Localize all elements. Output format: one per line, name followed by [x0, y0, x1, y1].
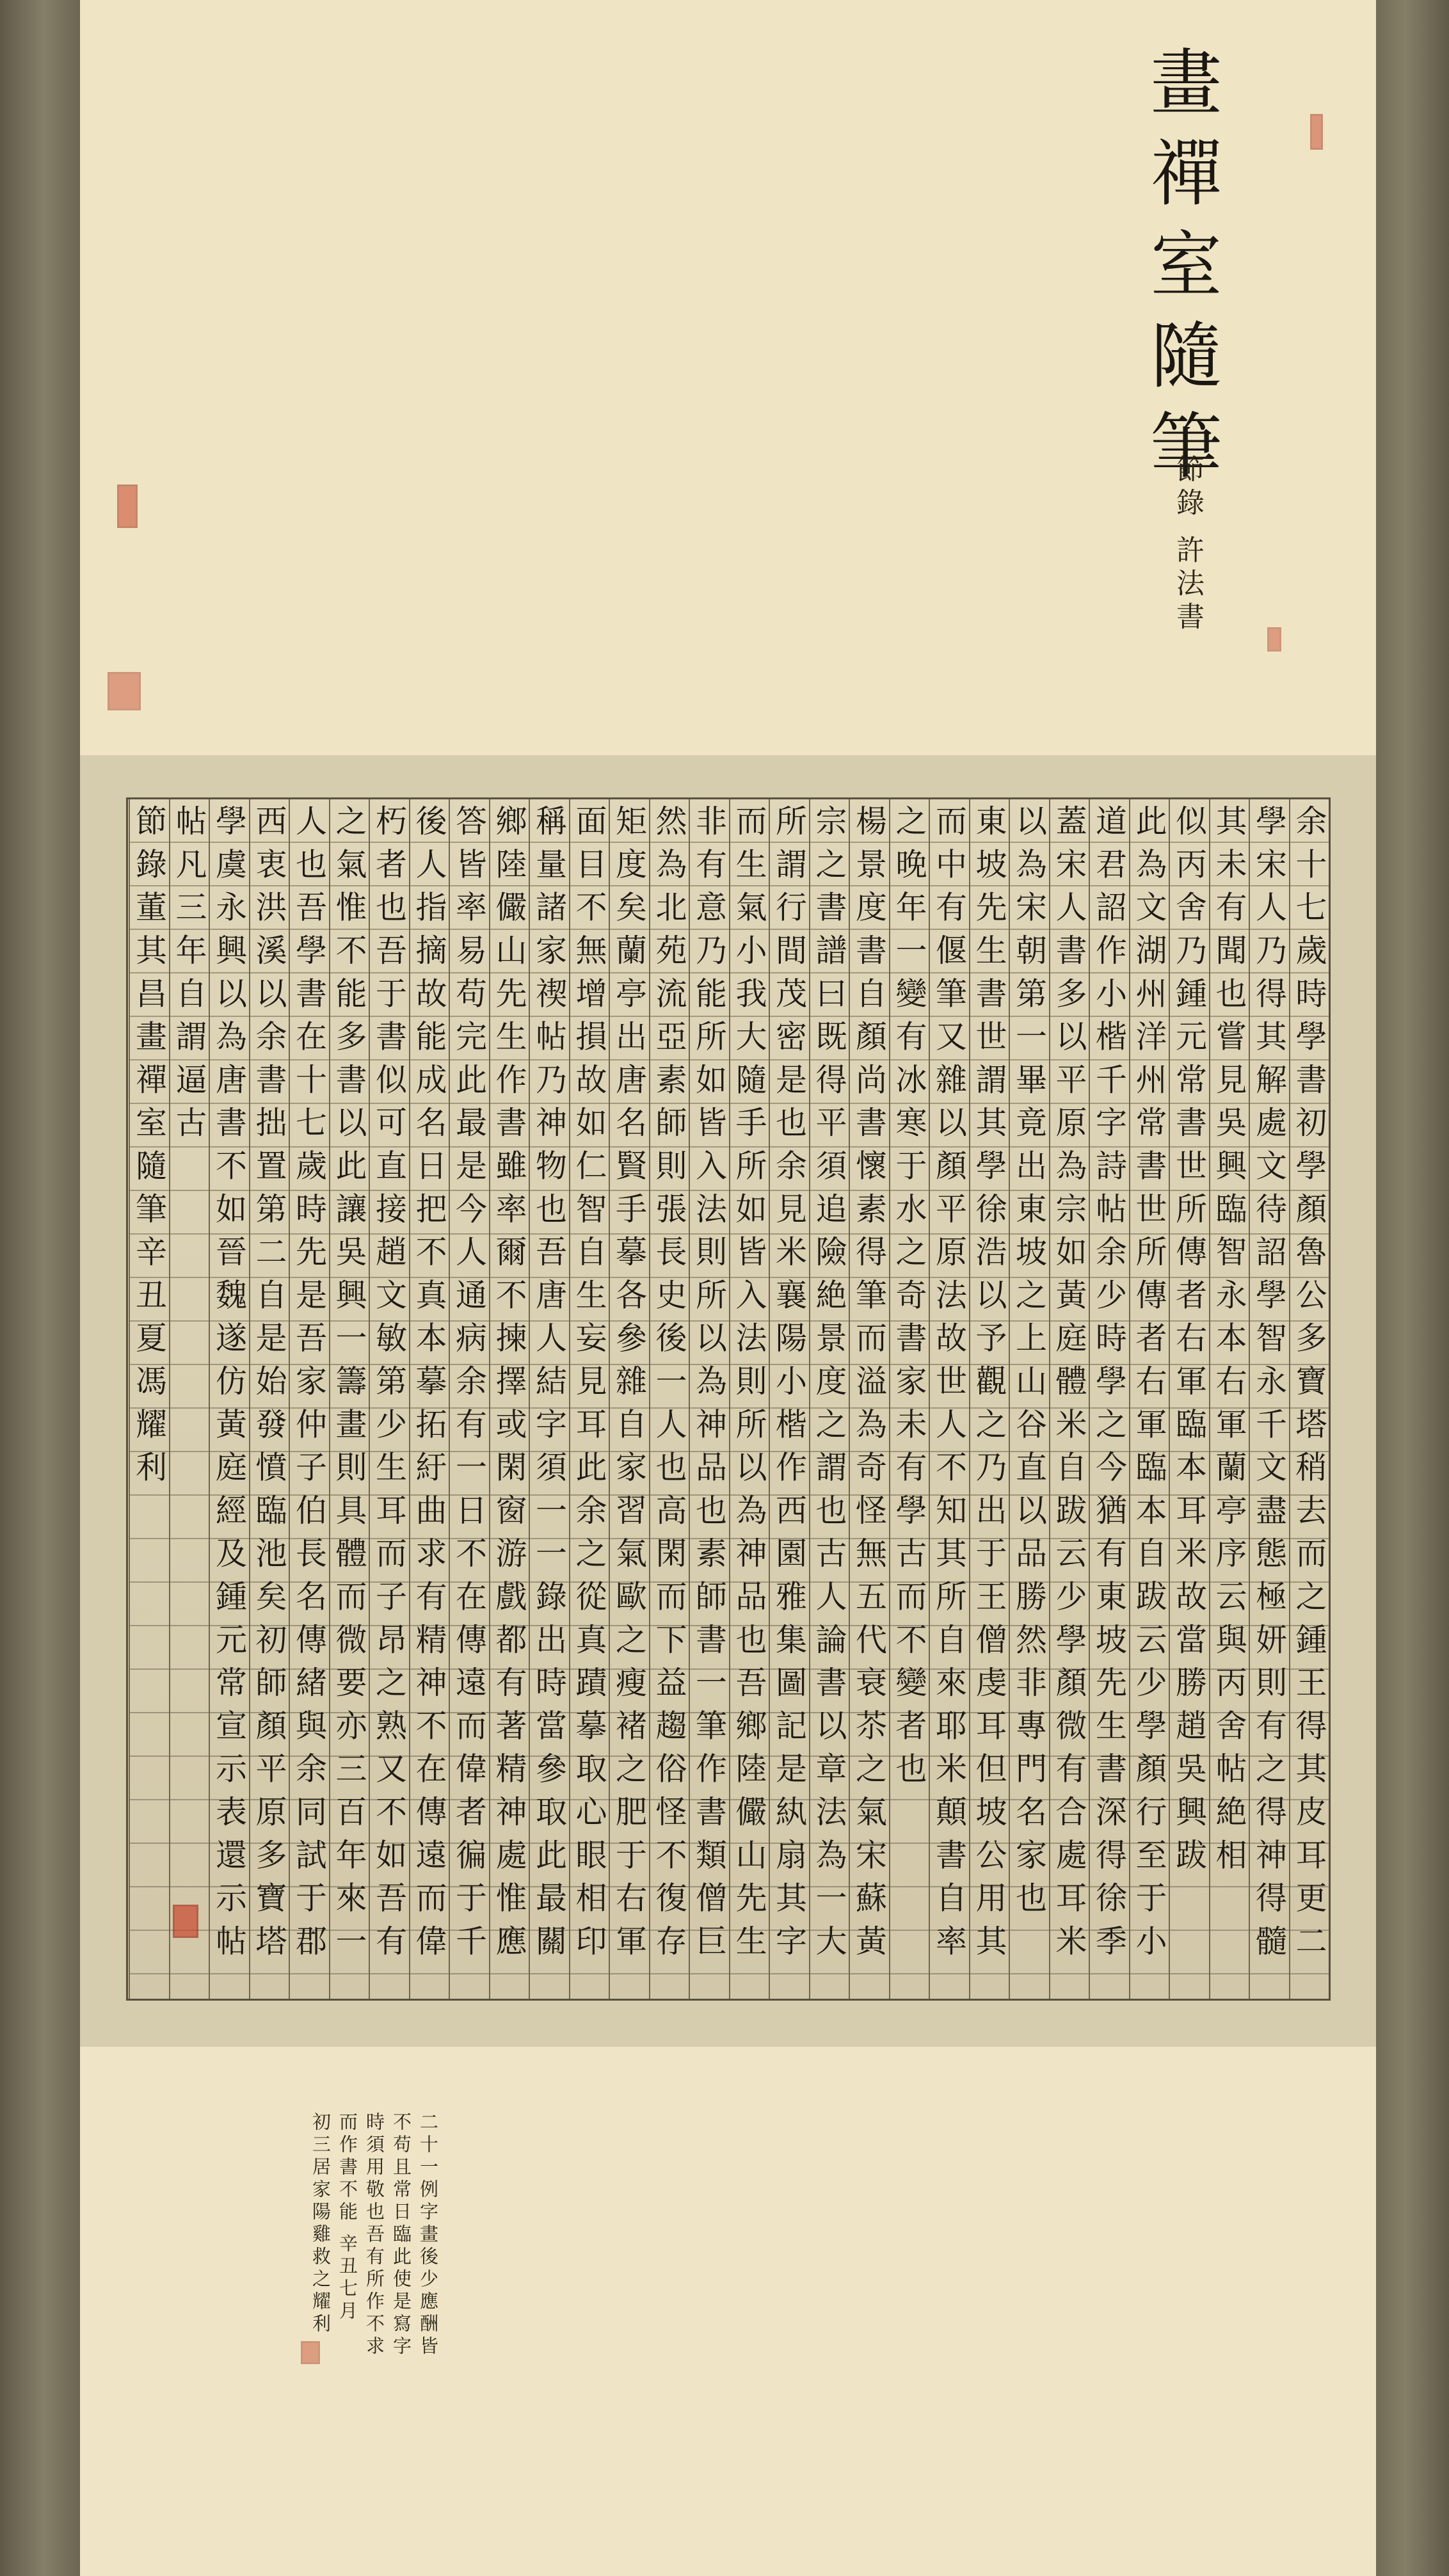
colophon-line: 時須用敬也吾有所作不求 — [364, 2112, 385, 2358]
calligraphy-column: 人也吾學書在十七歲時先是吾家仲子伯長名傳緒與余同試于郡 — [289, 799, 329, 1999]
calligraphy-column: 東坡先生書世謂其學徐浩以予觀之乃出于王僧虔耳但坡公用其 — [969, 799, 1009, 1999]
calligraphy-column: 朽者也吾于書似可直接趙文敏第少生耳而子昂之熟又不如吾有 — [369, 799, 409, 1999]
calligraphy-column: 然為北苑流亞素師則張長史後一人也高閑而下益趨俗怪不復存 — [649, 799, 689, 1999]
calligraphy-column: 節錄董其昌畫禪室隨筆辛丑夏馮耀利 — [129, 799, 169, 1999]
character-grid — [126, 797, 1331, 2001]
calligraphy-column: 學宋人乃得其解處文待詔學智永千文盡態極妍則有之得神得髓 — [1249, 799, 1289, 1999]
calligraphy-column: 似丙舍乃鍾元常書世所傳者右軍臨本耳米故當勝趙吳興跋 — [1169, 799, 1209, 1999]
calligraphy-column: 帖凡三年自謂逼古 — [169, 799, 209, 1999]
calligraphy-sheet — [80, 755, 1376, 2047]
calligraphy-column: 而中有偃筆又雜以顏平原法故世人不知其所自來耶米顛書自率 — [929, 799, 969, 1999]
calligraphy-column: 蓋宋人書多以平原為宗如黃庭體米自跋云少學顏微有合處耳米 — [1049, 799, 1089, 1999]
scroll-mount-left-edge — [0, 0, 80, 2576]
calligraphy-column: 以為宋朝第一畢竟出東坡之上山谷直以品勝然非專門名家也 — [1009, 799, 1049, 1999]
calligraphy-column: 之晚年一變有冰寒于水之奇書家未有學古而不變者也 — [889, 799, 929, 1999]
calligraphy-column: 面目不無增損故如仁智自生妄見耳此余之從真蹟摹取心眼相印 — [569, 799, 609, 1999]
calligraphy-column: 後人指摘故能成名日把不真本摹拓紆曲求有精神不在傳遠而偉 — [409, 799, 449, 1999]
colophon-line: 不苟且常日臨此使是寫字 — [390, 2112, 412, 2358]
seal-artist — [173, 1905, 198, 1938]
title-signature: 節錄 許法書 — [1171, 454, 1204, 635]
seal-upper-left-1 — [117, 484, 138, 528]
calligraphy-column: 之氣惟不能多書以此讓吳興一籌畫則具體而微要亦三百年來一 — [329, 799, 369, 1999]
calligraphy-column: 楊景度書自顏尚書懷素得筆而溢為奇怪無五代衰苶之氣宋蘇黃 — [849, 799, 889, 1999]
colophon-line: 而作書不能 辛丑七月 — [337, 2112, 358, 2324]
colophon-line: 二十一例字畫後少應酬皆 — [417, 2112, 439, 2358]
calligraphy-column: 而生氣小我大隨手所如皆入法則所以為神品也吾鄉陸儼山先生 — [729, 799, 769, 1999]
calligraphy-column: 矩度矣蘭亭出唐名賢手摹各參雜自家習氣歐之瘦褚之肥于右軍 — [609, 799, 649, 1999]
colophon-inscription — [307, 2112, 442, 2358]
seal-signature — [1267, 627, 1281, 652]
scroll-title: 畫禪室隨筆 — [1139, 45, 1222, 499]
calligraphy-column: 非有意乃能所如皆入法則所以為神品也素師書一筆作書類僧巨 — [689, 799, 729, 1999]
seal-upper-left-2 — [108, 672, 141, 710]
calligraphy-column: 余十七歲時學書初學顏魯公多寶塔稍去而之鍾王得其皮耳更二 — [1289, 799, 1329, 1999]
calligraphy-column: 宗之書譜曰既得平須追險絶景度之謂也古人論書以章法為一大 — [809, 799, 849, 1999]
calligraphy-column: 所謂行間茂密是也余見米襄陽小楷作西園雅集圖記是紈扇其字 — [769, 799, 809, 1999]
calligraphy-column: 答皆率易苟完此最是今人通病余有一日不在傳遠而偉者徧于千 — [449, 799, 489, 1999]
calligraphy-column: 稱量諸家禊帖乃神物也吾唐人結字須一一錄出時當參取此最關 — [529, 799, 569, 1999]
calligraphy-column: 西衷洪溪以余書拙置第二自是始發憤臨池矣初師顏平原多寶塔 — [249, 799, 289, 1999]
calligraphy-column: 鄉陸儼山先生作書雖率爾不揀擇或閑窗游戲都有著精神處惟應 — [489, 799, 529, 1999]
calligraphy-column: 道君詔作小楷千字詩帖余少時學之今猶有東坡先生書深得徐季 — [1089, 799, 1129, 1999]
calligraphy-column: 學虞永興以為唐書不如晉魏遂仿黃庭經及鍾元常宣示表還示帖 — [209, 799, 249, 1999]
scroll-mount-right-edge — [1369, 0, 1449, 2576]
colophon-panel — [80, 2047, 1376, 2576]
calligraphy-column: 其未有聞也嘗見吳興臨智永本右軍蘭亭序云與丙舍帖絶相 — [1209, 799, 1249, 1999]
seal-title-top — [1310, 114, 1323, 150]
calligraphy-column: 此為文湖州洋州常書世所傳者右軍臨本自跋云少學顏行至于小 — [1129, 799, 1169, 1999]
colophon-line: 初三居家陽雞救之耀利 — [310, 2112, 332, 2336]
